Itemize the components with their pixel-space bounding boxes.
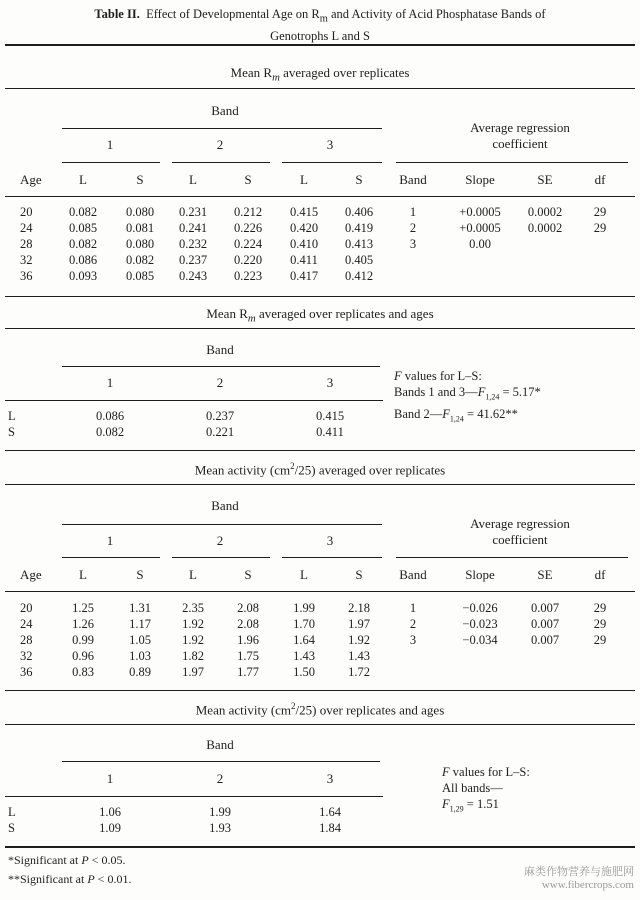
s4-band-2: 2 [216,771,224,786]
table-cell: 1.03 [129,649,151,663]
bottom-rule [5,846,635,848]
table-cell: 0.420 [289,221,319,235]
table-cell: 1.26 [72,617,94,631]
s3-reg-col-slope: Slope [465,567,495,582]
table-cell: 0.96 [72,649,94,663]
table-cell: 1.92 [182,617,204,631]
s3-col-2S: S [244,567,252,582]
table-cell: S [8,821,15,835]
table-cell: 0.080 [125,205,155,219]
regression-cell: 29 [593,221,607,235]
s2-f-title: F values for L–S: [394,369,482,383]
table-cell: 2.35 [182,601,204,615]
footnote-1: *Significant at P < 0.05. [8,853,126,867]
table-cell: 36 [20,269,33,283]
table-cell: 1.97 [182,665,204,679]
regression-cell: 29 [593,205,607,219]
table-title-line-1: Table II. Effect of Developmental Age on $R_m$ and Activity of Acid Phosphatase Bands of [94,7,546,25]
s4-band-3: 3 [326,771,334,786]
s4-header-rule [5,796,383,797]
s1-col-1L: L [79,172,87,187]
section-3-heading-rule [5,484,635,485]
table-cell: 0.405 [344,253,374,267]
s1-reg-col-se: SE [537,172,553,187]
regression-cell: −0.026 [462,601,498,615]
table-cell: L [8,409,16,423]
table-cell: 2.18 [348,601,370,615]
s3-band-1: 1 [106,533,114,548]
table-cell: 0.093 [68,269,98,283]
section-1-heading-rule [5,88,635,89]
s1-band-rule [62,128,382,129]
regression-cell: 29 [593,617,607,631]
s1-band-3-rule [282,162,382,163]
table-cell: 0.241 [178,221,208,235]
table-cell: 0.220 [233,253,263,267]
table-cell: 0.99 [72,633,94,647]
table-cell: 1.17 [129,617,151,631]
s3-band-2: 2 [216,533,224,548]
s2-band-rule [62,366,380,367]
regression-cell: 29 [593,633,607,647]
s1-col-2S: S [244,172,252,187]
regression-cell: 1 [409,601,417,615]
s3-band-2-rule [172,557,270,558]
s3-band-3: 3 [326,533,334,548]
table-cell: 1.97 [348,617,370,631]
table-cell: 0.082 [68,237,98,251]
table-cell: 0.082 [95,425,125,439]
table-cell: 0.226 [233,221,263,235]
s1-col-2L: L [189,172,197,187]
table-cell: 0.411 [290,253,318,267]
s3-col-1L: L [79,567,87,582]
table-cell: 0.082 [125,253,155,267]
table-cell: 1.09 [99,821,121,835]
table-cell: 1.06 [99,805,121,819]
s2-band-label: Band [206,342,234,357]
s2-f-line-2: Band $2—F_{1,24} = 41.62**$ [394,406,518,423]
table-cell: 0.080 [125,237,155,251]
table-cell: 0.085 [68,221,98,235]
regression-cell: 29 [593,601,607,615]
table-cell: 0.232 [178,237,208,251]
s3-reg-rule [396,557,628,558]
s3-col-3L: L [300,567,308,582]
regression-cell: 2 [409,221,417,235]
table-cell: 0.212 [233,205,263,219]
table-cell: 0.411 [316,425,344,439]
table-cell: 20 [20,205,33,219]
s2-header-rule [5,400,383,401]
s2-f-values [394,368,541,427]
s1-col-3L: L [300,172,308,187]
s4-f-line-2: $F_{1,29} = 1.51$ [442,797,499,814]
table-cell: 0.410 [289,237,319,251]
s1-reg-col-df: df [594,172,606,187]
s3-col-2L: L [189,567,197,582]
s3-end-rule [5,690,635,691]
s1-reg-title: Average regression coefficient [470,120,570,151]
table-cell: 1.05 [129,633,151,647]
s4-f-line-1: All bands— [442,781,503,795]
table-cell: L [8,805,16,819]
table-cell: 1.99 [293,601,315,615]
table-cell: 0.417 [289,269,319,283]
table-cell: 1.99 [209,805,231,819]
s1-band-1: 1 [106,137,114,152]
regression-cell: 2 [409,617,417,631]
table-cell: S [8,425,15,439]
s1-reg-col-band: Band [399,172,427,187]
table-cell: 28 [20,633,33,647]
table-cell: 1.96 [237,633,259,647]
table-cell: 0.231 [178,205,208,219]
s1-col-1S: S [136,172,144,187]
table-cell: 1.31 [129,601,151,615]
s1-band-label: Band [211,103,239,118]
table-cell: 0.419 [344,221,374,235]
table-cell: 0.221 [205,425,235,439]
s1-band-2-rule [172,162,270,163]
s1-reg-rule [396,162,628,163]
regression-cell: −0.023 [462,617,498,631]
table-cell: 0.413 [344,237,374,251]
table-cell: 0.237 [178,253,208,267]
regression-cell: 1 [409,205,417,219]
table-cell: 0.243 [178,269,208,283]
regression-cell: 0.00 [469,237,491,251]
regression-cell: 3 [409,633,417,647]
regression-cell: 0.007 [530,601,560,615]
table-cell: 1.82 [182,649,204,663]
s3-header-rule [5,591,635,592]
s1-band-3: 3 [326,137,334,152]
table-cell: 0.086 [95,409,125,423]
s2-band-2: 2 [216,375,224,390]
section-2-heading: Mean $R_m$ averaged over replicates and ages [206,306,434,325]
s3-reg-col-df: df [594,567,606,582]
s3-band-3-rule [282,557,382,558]
s1-header-rule [5,196,635,197]
table-cell: 1.92 [182,633,204,647]
top-rule [5,44,635,46]
table-cell: 0.415 [315,409,345,423]
table-cell: 1.84 [319,821,341,835]
s1-col-age: Age [20,172,42,187]
table-title-line-2: Genotrophs L and S [270,28,370,43]
regression-cell: 3 [409,237,417,251]
s3-reg-col-band: Band [399,567,427,582]
regression-cell: 0.007 [530,617,560,631]
section-3-heading: Mean activity $(cm^2/25)$ averaged over replicates [194,461,446,478]
s3-col-age: Age [20,567,42,582]
s3-reg-title: Average regression coefficient [470,516,570,547]
regression-cell: −0.034 [462,633,498,647]
table-title [0,6,640,44]
s4-f-values [442,764,530,818]
table-cell: 0.082 [68,205,98,219]
section-4-heading-rule [5,724,635,725]
table-cell: 0.406 [344,205,374,219]
table-cell: 1.43 [348,649,370,663]
table-cell: 0.081 [125,221,155,235]
s2-end-rule [5,450,635,451]
table-cell: 0.086 [68,253,98,267]
table-cell: 32 [20,649,33,663]
s1-band-2: 2 [216,137,224,152]
table-cell: 1.64 [319,805,341,819]
table-cell: 1.93 [209,821,231,835]
s3-band-1-rule [62,557,160,558]
s4-band-label: Band [206,737,234,752]
s1-col-3S: S [355,172,363,187]
s1-reg-col-slope: Slope [465,172,495,187]
table-cell: 24 [20,617,33,631]
table-cell: 32 [20,253,33,267]
s3-reg-col-se: SE [537,567,553,582]
table-label: Table II. [94,7,140,21]
s3-band-rule [62,524,382,525]
s1-band-1-rule [62,162,160,163]
table-cell: 1.43 [293,649,315,663]
table-cell: 36 [20,665,33,679]
table-cell: 1.70 [293,617,315,631]
table-cell: 0.223 [233,269,263,283]
table-cell: 0.085 [125,269,155,283]
table-cell: 1.25 [72,601,94,615]
s2-band-1: 1 [106,375,114,390]
table-cell: 1.77 [237,665,259,679]
s4-f-title: F values for L–S: [442,765,530,779]
regression-cell: 0.0002 [527,221,563,235]
s3-col-3S: S [355,567,363,582]
table-cell: 2.08 [237,601,259,615]
table-cell: 28 [20,237,33,251]
s4-band-1: 1 [106,771,114,786]
s3-band-label: Band [211,498,239,513]
table-cell: 0.83 [72,665,94,679]
section-4-heading: Mean activity $(cm^2/25)$ over replicates and ages [195,701,445,718]
footnote-2: **Significant at P < 0.01. [8,872,132,886]
table-cell: 1.72 [348,665,370,679]
table-cell: 0.89 [129,665,151,679]
s4-band-rule [62,761,380,762]
regression-cell: 0.0002 [527,205,563,219]
regression-cell: 0.007 [530,633,560,647]
table-cell: 1.75 [237,649,259,663]
section-1-heading: Mean $R_m$ averaged over replicates [230,65,410,84]
table-cell: 0.412 [344,269,374,283]
s2-band-3: 3 [326,375,334,390]
watermark: 麻类作物营养与施肥网 www.fibercrops.com [524,866,634,891]
section-2-heading-rule [5,328,635,329]
s1-end-rule [5,296,635,297]
table-cell: 24 [20,221,33,235]
table-cell: 1.64 [293,633,315,647]
table-cell: 1.92 [348,633,370,647]
regression-cell: +0.0005 [459,205,501,219]
s2-f-line-1: Bands 1 and $3—F_{1,24} = 5.17*$ [394,385,541,402]
table-cell: 1.50 [293,665,315,679]
table-cell: 20 [20,601,33,615]
table-cell: 0.237 [205,409,235,423]
table-cell: 0.224 [233,237,263,251]
table-cell: 2.08 [237,617,259,631]
table-cell: 0.415 [289,205,319,219]
s3-col-1S: S [136,567,144,582]
regression-cell: +0.0005 [459,221,501,235]
